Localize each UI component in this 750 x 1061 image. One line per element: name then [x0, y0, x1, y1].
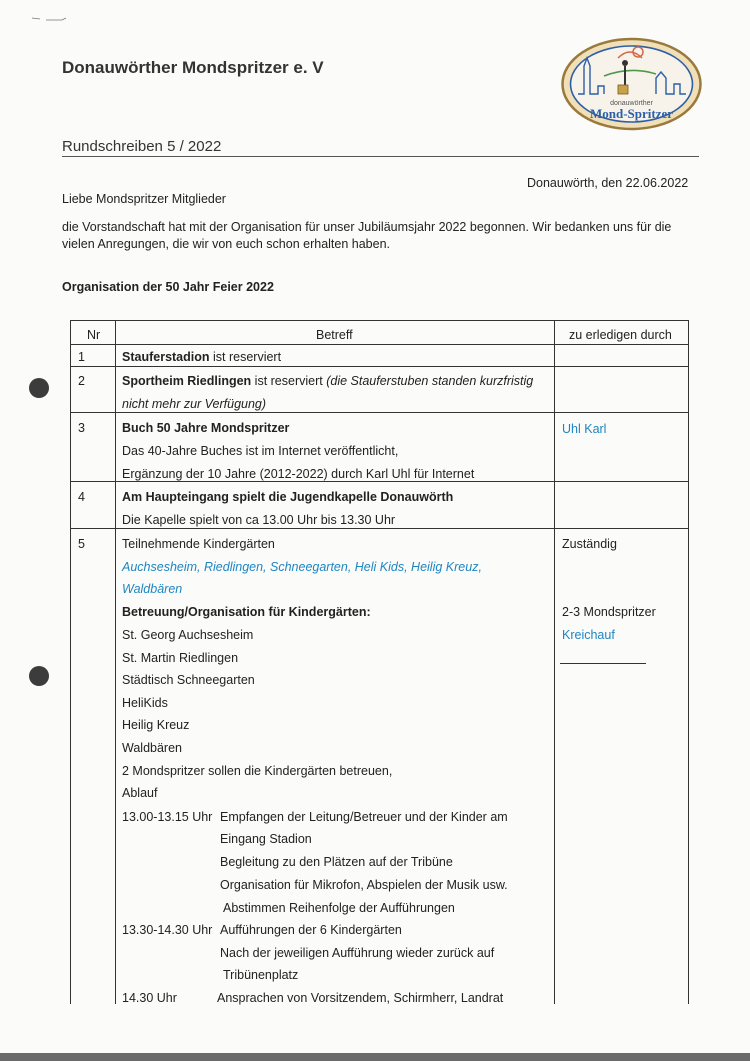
row-5-title: Teilnehmende Kindergärten [122, 537, 275, 551]
header-responsible: zu erledigen durch [569, 328, 672, 342]
organization-table [70, 320, 689, 1004]
schedule-time: 13.00-13.15 Uhr [122, 810, 213, 824]
kindergarten-list: Auchsesheim, Riedlingen, Schneegarten, Heli Kids, Heilig Kreuz, [122, 560, 482, 574]
schedule-line: Nach der jeweiligen Aufführung wieder zurück auf [220, 946, 495, 960]
kindergarten-item: HeliKids [122, 696, 168, 710]
kindergarten-list-cont: Waldbären [122, 582, 183, 596]
schedule-label: Ablauf [122, 786, 158, 800]
row-1-subject: Stauferstadion ist reserviert [122, 350, 282, 364]
schedule-line: Organisation für Mikrofon, Abspielen der Musik usw. [220, 878, 508, 892]
header-divider [62, 156, 699, 157]
header-subject: Betreff [316, 328, 353, 342]
row-5-responsible: Zuständig [562, 537, 617, 551]
column-divider [554, 321, 555, 1004]
care-text: 2 Mondspritzer sollen die Kindergärten betreuen, [122, 764, 393, 778]
section-title: Organisation der 50 Jahr Feier 2022 [62, 280, 274, 294]
signature-line [560, 663, 646, 664]
kindergarten-item: St. Georg Auchsesheim [122, 628, 254, 642]
schedule-time: 14.30 Uhr [122, 991, 177, 1005]
schedule-line: Aufführungen der 6 Kindergärten [220, 923, 402, 937]
row-3-line-2: Ergänzung der 10 Jahre (2012-2022) durch Karl Uhl für Internet [122, 467, 475, 481]
row-4-nr: 4 [78, 490, 85, 504]
circular-title: Rundschreiben 5 / 2022 [62, 138, 222, 155]
organization-name: Donauwörther Mondspritzer e. V [62, 58, 324, 77]
kindergarten-item: Heilig Kreuz [122, 718, 190, 732]
schedule-line: Begleitung zu den Plätzen auf der Tribüne [220, 855, 453, 869]
row-4-line-1: Die Kapelle spielt von ca 13.00 Uhr bis 13.30 Uhr [122, 513, 396, 527]
logo-small-text: donauwörther [610, 100, 653, 107]
schedule-line: Ansprachen von Vorsitzendem, Schirmherr, Landrat [217, 991, 504, 1005]
letter-intro: die Vorstandschaft hat mit der Organisation für unser Jubiläumsjahr 2022 begonnen. Wir bedanken uns für die vielen Anregungen, die wir von euch schon erhalten haben. [62, 220, 672, 251]
row-1-nr: 1 [78, 350, 85, 364]
kindergarten-item: St. Martin Riedlingen [122, 651, 239, 665]
row-divider [71, 366, 688, 367]
row-2-nr: 2 [78, 374, 85, 388]
row-divider [71, 528, 688, 529]
row-5-contact: Kreichauf [562, 628, 615, 642]
row-3-title: Buch 50 Jahre Mondspritzer [122, 421, 290, 435]
row-5-nr: 5 [78, 537, 85, 551]
header-nr: Nr [87, 328, 101, 342]
care-title: Betreuung/Organisation für Kindergärten: [122, 605, 371, 619]
schedule-time: 13.30-14.30 Uhr [122, 923, 213, 937]
scan-edge [0, 1053, 750, 1061]
schedule-line: Empfangen der Leitung/Betreuer und der Kinder am [220, 810, 508, 824]
column-divider [115, 321, 116, 1004]
schedule-line: Eingang Stadion [220, 832, 312, 846]
row-divider [71, 344, 688, 345]
row-2-subject: Sportheim Riedlingen ist reserviert (die Stauferstuben standen kurzfristig [122, 374, 534, 388]
row-3-responsible: Uhl Karl [562, 422, 607, 436]
punch-hole-top [29, 378, 49, 398]
club-logo [560, 36, 703, 132]
row-divider [71, 412, 688, 413]
scanner-mark [30, 14, 70, 22]
row-4-title: Am Haupteingang spielt die Jugendkapelle Donauwörth [122, 490, 454, 504]
logo-main-text: Mond-Spritzer [589, 106, 674, 121]
row-3-line-1: Das 40-Jahre Buches ist im Internet veröffentlicht, [122, 444, 399, 458]
schedule-line: Abstimmen Reihenfolge der Aufführungen [223, 901, 455, 915]
schedule-line: Tribünenplatz [223, 968, 299, 982]
row-2-note: nicht mehr zur Verfügung) [122, 397, 267, 411]
row-5-helpers: 2-3 Mondspritzer [562, 605, 656, 619]
letter-date: Donauwörth, den 22.06.2022 [527, 176, 689, 190]
kindergarten-item: Städtisch Schneegarten [122, 673, 255, 687]
punch-hole-bottom [29, 666, 49, 686]
kindergarten-item: Waldbären [122, 741, 182, 755]
row-3-nr: 3 [78, 421, 85, 435]
letter-greeting: Liebe Mondspritzer Mitglieder [62, 192, 226, 206]
